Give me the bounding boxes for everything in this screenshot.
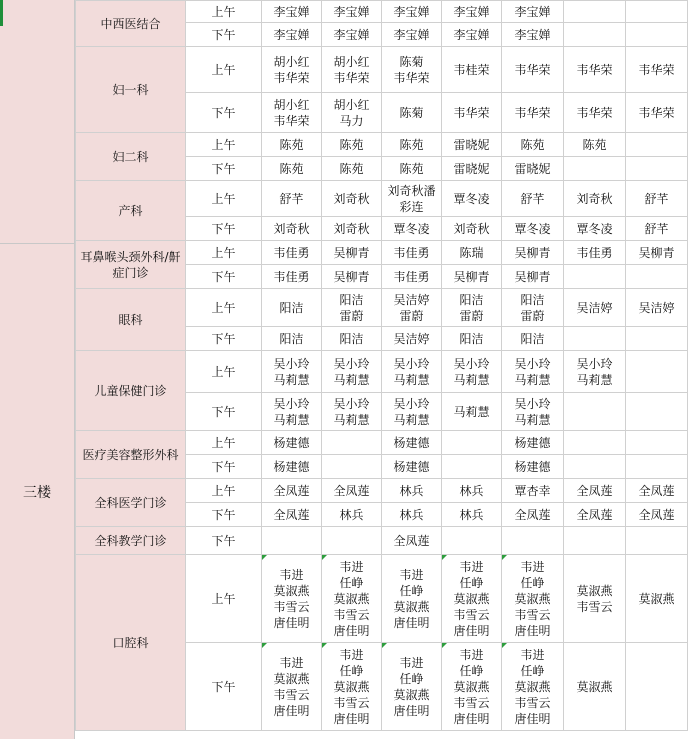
table-row	[76, 527, 688, 555]
doctor-cell[interactable]: 吴洁婷	[626, 289, 688, 327]
doctor-cell[interactable]	[626, 455, 688, 479]
doctor-cell[interactable]: 莫淑燕 韦雪云	[564, 555, 626, 643]
doctor-cell[interactable]: 李宝婵	[502, 1, 564, 23]
doctor-cell[interactable]: 阳洁	[442, 327, 502, 351]
doctor-cell[interactable]: 韦桂荣	[442, 47, 502, 93]
doctor-cell[interactable]: 雷晓妮	[442, 133, 502, 157]
doctor-cell[interactable]	[626, 157, 688, 181]
doctor-cell[interactable]: 林兵	[442, 503, 502, 527]
doctor-cell[interactable]: 刘奇秋	[322, 217, 382, 241]
department-cell[interactable]: 妇二科	[76, 133, 186, 181]
doctor-cell[interactable]: 韦华荣	[502, 93, 564, 133]
doctor-cell[interactable]: 覃冬凌	[442, 181, 502, 217]
doctor-cell[interactable]: 陈瑞	[442, 241, 502, 265]
period-cell[interactable]: 下午	[186, 327, 262, 351]
doctor-cell[interactable]: 吴小玲 马莉慧	[564, 351, 626, 393]
doctor-cell[interactable]: 韦进 任峥 莫淑燕 韦雪云 唐佳明	[442, 555, 502, 643]
period-cell[interactable]: 下午	[186, 23, 262, 47]
doctor-cell[interactable]: 刘奇秋潘 彩连	[382, 181, 442, 217]
doctor-cell[interactable]	[442, 527, 502, 555]
doctor-cell[interactable]: 陈苑	[322, 157, 382, 181]
floor-column-divider	[74, 0, 75, 739]
floor-column-upper	[0, 0, 74, 243]
doctor-cell[interactable]: 舒芊	[502, 181, 564, 217]
doctor-cell[interactable]	[322, 431, 382, 455]
table-row	[76, 351, 688, 393]
doctor-cell[interactable]: 吴洁婷 雷蔚	[382, 289, 442, 327]
doctor-cell[interactable]: 韦进 莫淑燕 韦雪云 唐佳明	[262, 643, 322, 731]
doctor-cell[interactable]	[502, 527, 564, 555]
doctor-cell[interactable]: 全凤莲	[564, 479, 626, 503]
doctor-cell[interactable]	[626, 643, 688, 731]
doctor-cell[interactable]	[626, 327, 688, 351]
floor-label-cell[interactable]	[0, 243, 74, 739]
doctor-cell[interactable]: 杨建德	[262, 431, 322, 455]
department-cell[interactable]: 耳鼻喉头颈外科/鼾 症门诊	[76, 241, 186, 289]
doctor-cell[interactable]: 胡小红 韦华荣	[262, 47, 322, 93]
doctor-cell[interactable]: 胡小红 马力	[322, 93, 382, 133]
doctor-cell[interactable]: 韦华荣	[502, 47, 564, 93]
doctor-cell[interactable]: 韦进 任峥 莫淑燕 唐佳明	[382, 643, 442, 731]
period-cell[interactable]: 下午	[186, 527, 262, 555]
doctor-cell[interactable]: 韦进 任峥 莫淑燕 韦雪云 唐佳明	[442, 643, 502, 731]
department-cell[interactable]: 妇一科	[76, 47, 186, 133]
doctor-cell[interactable]: 陈菊 韦华荣	[382, 47, 442, 93]
doctor-cell[interactable]	[564, 265, 626, 289]
schedule-table	[75, 0, 688, 731]
doctor-cell[interactable]: 阳洁	[262, 327, 322, 351]
doctor-cell[interactable]: 吴柳青	[442, 265, 502, 289]
department-cell[interactable]: 儿童保健门诊	[76, 351, 186, 431]
doctor-cell[interactable]	[564, 455, 626, 479]
doctor-cell[interactable]: 韦华荣	[564, 93, 626, 133]
doctor-cell[interactable]: 阳洁 雷蔚	[502, 289, 564, 327]
doctor-cell[interactable]: 吴柳青	[626, 241, 688, 265]
doctor-cell[interactable]	[626, 351, 688, 393]
doctor-cell[interactable]: 韦华荣	[442, 93, 502, 133]
doctor-cell[interactable]: 覃冬凌	[382, 217, 442, 241]
doctor-cell[interactable]: 全凤莲	[502, 503, 564, 527]
doctor-cell[interactable]: 林兵	[322, 503, 382, 527]
doctor-cell[interactable]: 韦佳勇	[262, 265, 322, 289]
doctor-cell[interactable]: 全凤莲	[626, 479, 688, 503]
doctor-cell[interactable]: 刘奇秋	[322, 181, 382, 217]
doctor-cell[interactable]: 韦进 任峥 莫淑燕 唐佳明	[382, 555, 442, 643]
doctor-cell[interactable]: 李宝婵	[502, 23, 564, 47]
table-row	[76, 289, 688, 327]
department-cell[interactable]: 产科	[76, 181, 186, 241]
doctor-cell[interactable]: 莫淑燕	[564, 643, 626, 731]
doctor-cell[interactable]: 陈菊	[382, 93, 442, 133]
table-row	[76, 431, 688, 455]
doctor-cell[interactable]: 韦华荣	[626, 47, 688, 93]
department-cell[interactable]: 医疗美容整形外科	[76, 431, 186, 479]
doctor-cell[interactable]: 吴小玲 马莉慧	[502, 393, 564, 431]
table-row	[76, 181, 688, 217]
doctor-cell[interactable]: 杨建德	[382, 455, 442, 479]
doctor-cell[interactable]: 全凤莲	[322, 479, 382, 503]
doctor-cell[interactable]: 全凤莲	[262, 479, 322, 503]
doctor-cell[interactable]: 舒芊	[626, 217, 688, 241]
doctor-cell[interactable]: 李宝婵	[322, 23, 382, 47]
department-cell[interactable]: 中西医结合	[76, 1, 186, 47]
doctor-cell[interactable]	[564, 157, 626, 181]
doctor-cell[interactable]: 吴洁婷	[382, 327, 442, 351]
doctor-cell[interactable]	[626, 133, 688, 157]
doctor-cell[interactable]: 杨建德	[502, 431, 564, 455]
doctor-cell[interactable]: 胡小红 韦华荣	[322, 47, 382, 93]
doctor-cell[interactable]: 陈苑	[322, 133, 382, 157]
doctor-cell[interactable]: 李宝婵	[382, 1, 442, 23]
period-cell[interactable]: 下午	[186, 157, 262, 181]
department-cell[interactable]: 全科教学门诊	[76, 527, 186, 555]
doctor-cell[interactable]: 李宝婵	[442, 23, 502, 47]
period-cell[interactable]: 上午	[186, 1, 262, 23]
doctor-cell[interactable]: 阳洁	[502, 327, 564, 351]
doctor-cell[interactable]: 林兵	[382, 479, 442, 503]
doctor-cell[interactable]: 吴小玲 马莉慧	[382, 393, 442, 431]
doctor-cell[interactable]: 刘奇秋	[564, 181, 626, 217]
doctor-cell[interactable]: 舒芊	[262, 181, 322, 217]
department-cell[interactable]: 眼科	[76, 289, 186, 351]
doctor-cell[interactable]: 李宝婵	[382, 23, 442, 47]
doctor-cell[interactable]: 阳洁 雷蔚	[442, 289, 502, 327]
doctor-cell[interactable]: 杨建德	[382, 431, 442, 455]
period-cell[interactable]: 下午	[186, 503, 262, 527]
period-cell[interactable]: 上午	[186, 241, 262, 265]
doctor-cell[interactable]: 覃杏幸	[502, 479, 564, 503]
period-cell[interactable]: 下午	[186, 643, 262, 731]
doctor-cell[interactable]: 林兵	[382, 503, 442, 527]
schedule-body	[76, 1, 688, 731]
doctor-cell[interactable]	[442, 431, 502, 455]
doctor-cell[interactable]: 韦华荣	[626, 93, 688, 133]
doctor-cell[interactable]: 陈苑	[382, 157, 442, 181]
doctor-cell[interactable]	[564, 393, 626, 431]
table-row	[76, 241, 688, 265]
doctor-cell[interactable]	[626, 265, 688, 289]
doctor-cell[interactable]: 全凤莲	[564, 503, 626, 527]
department-cell[interactable]: 口腔科	[76, 555, 186, 731]
doctor-cell[interactable]: 陈苑	[502, 133, 564, 157]
doctor-cell[interactable]	[564, 527, 626, 555]
doctor-cell[interactable]: 杨建德	[502, 455, 564, 479]
doctor-cell[interactable]: 吴柳青	[322, 241, 382, 265]
doctor-cell[interactable]	[322, 455, 382, 479]
period-cell[interactable]: 下午	[186, 217, 262, 241]
doctor-cell[interactable]: 雷晓妮	[502, 157, 564, 181]
table-row	[76, 1, 688, 23]
period-cell[interactable]: 下午	[186, 265, 262, 289]
department-cell[interactable]: 全科医学门诊	[76, 479, 186, 527]
table-row	[76, 133, 688, 157]
doctor-cell[interactable]	[564, 431, 626, 455]
doctor-cell[interactable]: 李宝婵	[262, 1, 322, 23]
doctor-cell[interactable]: 韦佳勇	[382, 241, 442, 265]
doctor-cell[interactable]	[626, 1, 688, 23]
active-cell-indicator	[0, 0, 3, 26]
doctor-cell[interactable]	[564, 327, 626, 351]
period-cell[interactable]: 上午	[186, 181, 262, 217]
doctor-cell[interactable]: 韦进 任峥 莫淑燕 韦雪云 唐佳明	[322, 555, 382, 643]
doctor-cell[interactable]	[262, 527, 322, 555]
doctor-cell[interactable]	[322, 527, 382, 555]
doctor-cell[interactable]: 韦进 莫淑燕 韦雪云 唐佳明	[262, 555, 322, 643]
doctor-cell[interactable]: 韦进 任峥 莫淑燕 韦雪云 唐佳明	[502, 555, 564, 643]
doctor-cell[interactable]: 吴柳青	[322, 265, 382, 289]
doctor-cell[interactable]: 全凤莲	[382, 527, 442, 555]
doctor-cell[interactable]: 韦华荣	[564, 47, 626, 93]
doctor-cell[interactable]: 吴小玲 马莉慧	[322, 393, 382, 431]
doctor-cell[interactable]: 吴柳青	[502, 241, 564, 265]
doctor-cell[interactable]: 舒芊	[626, 181, 688, 217]
doctor-cell[interactable]: 韦佳勇	[564, 241, 626, 265]
period-cell[interactable]: 上午	[186, 351, 262, 393]
doctor-cell[interactable]: 全凤莲	[262, 503, 322, 527]
doctor-cell[interactable]: 韦佳勇	[382, 265, 442, 289]
doctor-cell[interactable]: 吴小玲 马莉慧	[322, 351, 382, 393]
doctor-cell[interactable]: 阳洁	[262, 289, 322, 327]
doctor-cell[interactable]: 胡小红 韦华荣	[262, 93, 322, 133]
doctor-cell[interactable]: 阳洁 雷蔚	[322, 289, 382, 327]
doctor-cell[interactable]	[626, 527, 688, 555]
doctor-cell[interactable]: 韦佳勇	[262, 241, 322, 265]
doctor-cell[interactable]: 韦进 任峥 莫淑燕 韦雪云 唐佳明	[502, 643, 564, 731]
doctor-cell[interactable]: 李宝婵	[262, 23, 322, 47]
doctor-cell[interactable]: 吴小玲 马莉慧	[262, 393, 322, 431]
period-cell[interactable]: 上午	[186, 431, 262, 455]
period-cell[interactable]: 上午	[186, 133, 262, 157]
doctor-cell[interactable]	[626, 23, 688, 47]
doctor-cell[interactable]: 覃冬凌	[502, 217, 564, 241]
table-row	[76, 479, 688, 503]
doctor-cell[interactable]	[564, 1, 626, 23]
doctor-cell[interactable]: 全凤莲	[626, 503, 688, 527]
period-cell[interactable]: 下午	[186, 455, 262, 479]
doctor-cell[interactable]: 吴小玲 马莉慧	[382, 351, 442, 393]
doctor-cell[interactable]: 覃冬凌	[564, 217, 626, 241]
doctor-cell[interactable]: 吴柳青	[502, 265, 564, 289]
period-cell[interactable]: 下午	[186, 393, 262, 431]
period-cell[interactable]: 下午	[186, 93, 262, 133]
floor-label: 三楼	[23, 484, 51, 501]
period-cell[interactable]: 上午	[186, 47, 262, 93]
period-cell[interactable]: 上午	[186, 289, 262, 327]
doctor-cell[interactable]: 吴洁婷	[564, 289, 626, 327]
doctor-cell[interactable]	[626, 431, 688, 455]
doctor-cell[interactable]: 李宝婵	[322, 1, 382, 23]
doctor-cell[interactable]: 陈苑	[262, 157, 322, 181]
doctor-cell[interactable]: 杨建德	[262, 455, 322, 479]
doctor-cell[interactable]: 陈苑	[382, 133, 442, 157]
table-row	[76, 47, 688, 93]
doctor-cell[interactable]: 陈苑	[564, 133, 626, 157]
period-cell[interactable]: 上午	[186, 479, 262, 503]
doctor-cell[interactable]: 雷晓妮	[442, 157, 502, 181]
doctor-cell[interactable]: 李宝婵	[442, 1, 502, 23]
doctor-cell[interactable]: 林兵	[442, 479, 502, 503]
doctor-cell[interactable]: 马莉慧	[442, 393, 502, 431]
doctor-cell[interactable]: 刘奇秋	[262, 217, 322, 241]
doctor-cell[interactable]: 莫淑燕	[626, 555, 688, 643]
doctor-cell[interactable]: 吴小玲 马莉慧	[502, 351, 564, 393]
doctor-cell[interactable]	[626, 393, 688, 431]
doctor-cell[interactable]: 刘奇秋	[442, 217, 502, 241]
doctor-cell[interactable]: 阳洁	[322, 327, 382, 351]
period-cell[interactable]: 上午	[186, 555, 262, 643]
doctor-cell[interactable]: 陈苑	[262, 133, 322, 157]
doctor-cell[interactable]: 韦进 任峥 莫淑燕 韦雪云 唐佳明	[322, 643, 382, 731]
doctor-cell[interactable]: 吴小玲 马莉慧	[442, 351, 502, 393]
doctor-cell[interactable]: 吴小玲 马莉慧	[262, 351, 322, 393]
table-row	[76, 555, 688, 643]
doctor-cell[interactable]	[442, 455, 502, 479]
doctor-cell[interactable]	[564, 23, 626, 47]
